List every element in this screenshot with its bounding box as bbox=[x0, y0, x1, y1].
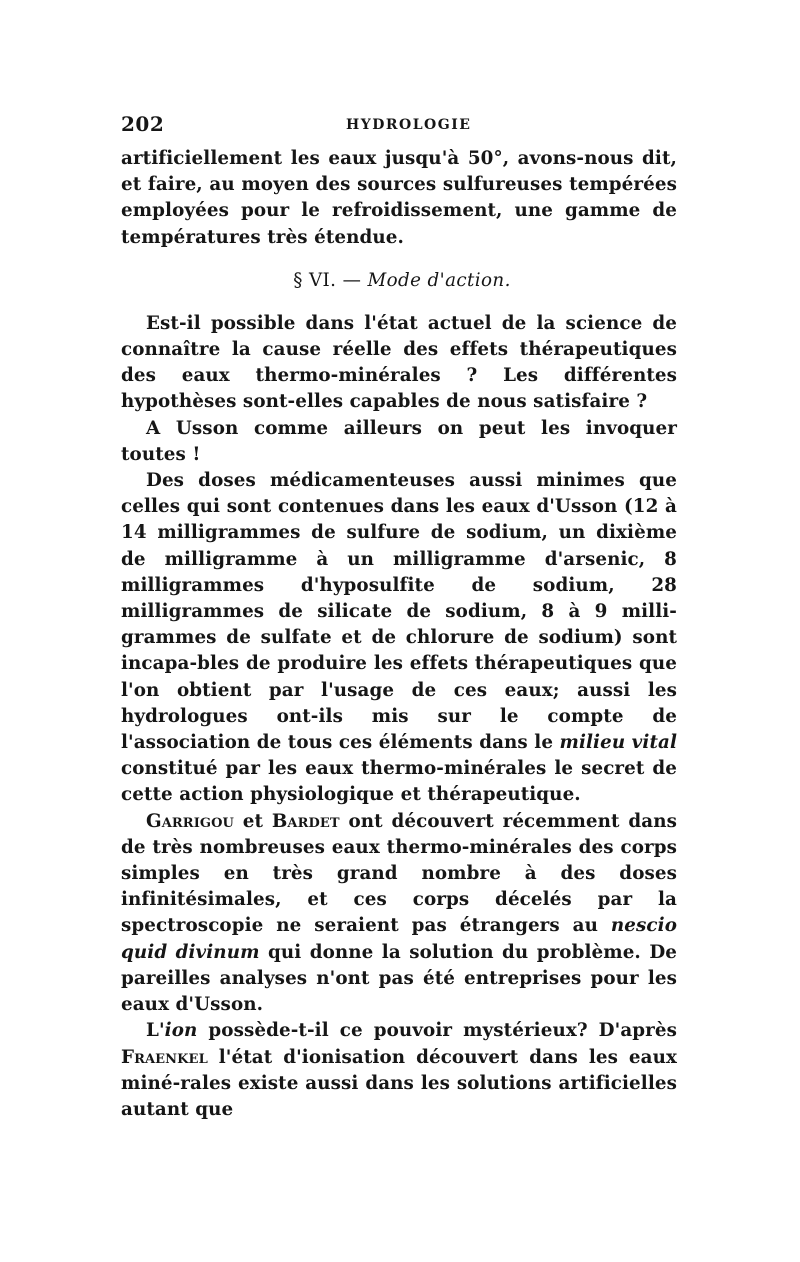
paragraph-text: A Usson comme ailleurs on peut les invoquer toutes ! bbox=[121, 417, 677, 465]
body-text bbox=[121, 146, 677, 1123]
author-name: Fraenkel bbox=[121, 1046, 208, 1068]
running-head bbox=[121, 112, 677, 146]
running-title: HYDROLOGIE bbox=[346, 117, 472, 133]
paragraph-text: artificiellement les eaux jusqu'à 50°, avons-nous dit, et faire, au moyen des sources sulfureuses tempérées employées pour le refroidissement, une gamme de températures très étendue. bbox=[121, 148, 677, 248]
section-marker: § VI. — bbox=[293, 269, 362, 291]
paragraph-text: possède-t-il ce pouvoir mystérieux? D'après bbox=[208, 1020, 678, 1042]
paragraph-doses bbox=[121, 468, 677, 809]
page-number: 202 bbox=[121, 112, 165, 136]
author-name: Bardet bbox=[271, 810, 340, 832]
italic-term: nescio quid divinum bbox=[121, 915, 677, 963]
italic-term: ion bbox=[164, 1020, 198, 1042]
paragraph-text: Des doses médicamenteuses aussi minimes que celles qui sont contenues dans les eaux d'Usson (12 à 14 milligrammes de sulfure de sodium, un dixième de milligramme à un milligramme d'arsenic, 8 milligrammes d'hyposulfite de sodium, 28 milligrammes de silicate de sodium, 8 à 9 milli-grammes de sulfate et de chlorure de sodium) sont incapa-bles de produire les effets thérapeutiques que l'on obtient par l'usage de ces eaux; aussi les hydrologues ont-ils mis sur le compte de l'association de tous ces éléments dans le bbox=[121, 470, 677, 754]
paragraph-text: l'état d'ionisation découvert dans les eaux miné-rales existe aussi dans les solutions artificielles autant que bbox=[121, 1046, 677, 1120]
paragraph-continuation bbox=[121, 146, 677, 251]
book-page bbox=[121, 112, 677, 1123]
paragraph-text: constitué par les eaux thermo-minérales le secret de cette action physiologique et thérapeutique. bbox=[121, 758, 677, 806]
italic-term: milieu vital bbox=[559, 732, 677, 754]
section-title: Mode d'action. bbox=[367, 269, 511, 291]
conjunction: et bbox=[242, 810, 264, 832]
paragraph-usson bbox=[121, 416, 677, 468]
paragraph-text: ont découvert récemment dans de très nombreuses eaux thermo-minérales des corps simples en très grand nombre à des doses infinitésimales, et ces corps décelés par la spectroscopie ne seraient pas étrangers au bbox=[121, 810, 677, 937]
paragraph-text: qui donne la solution du problème. De pareilles analyses n'ont pas été entreprises pour les eaux d'Usson. bbox=[121, 941, 677, 1016]
section-heading bbox=[121, 268, 677, 294]
paragraph-garrigou bbox=[121, 809, 677, 1019]
author-name: Garrigou bbox=[146, 810, 234, 832]
paragraph-question bbox=[121, 311, 677, 416]
article-prefix: L' bbox=[146, 1020, 165, 1042]
paragraph-text: Est-il possible dans l'état actuel de la science de connaître la cause réelle des effets thérapeutiques des eaux thermo-minérales ? Les différentes hypothèses sont-elles capables de nous satisfaire ? bbox=[121, 312, 677, 413]
paragraph-ion bbox=[121, 1018, 677, 1123]
